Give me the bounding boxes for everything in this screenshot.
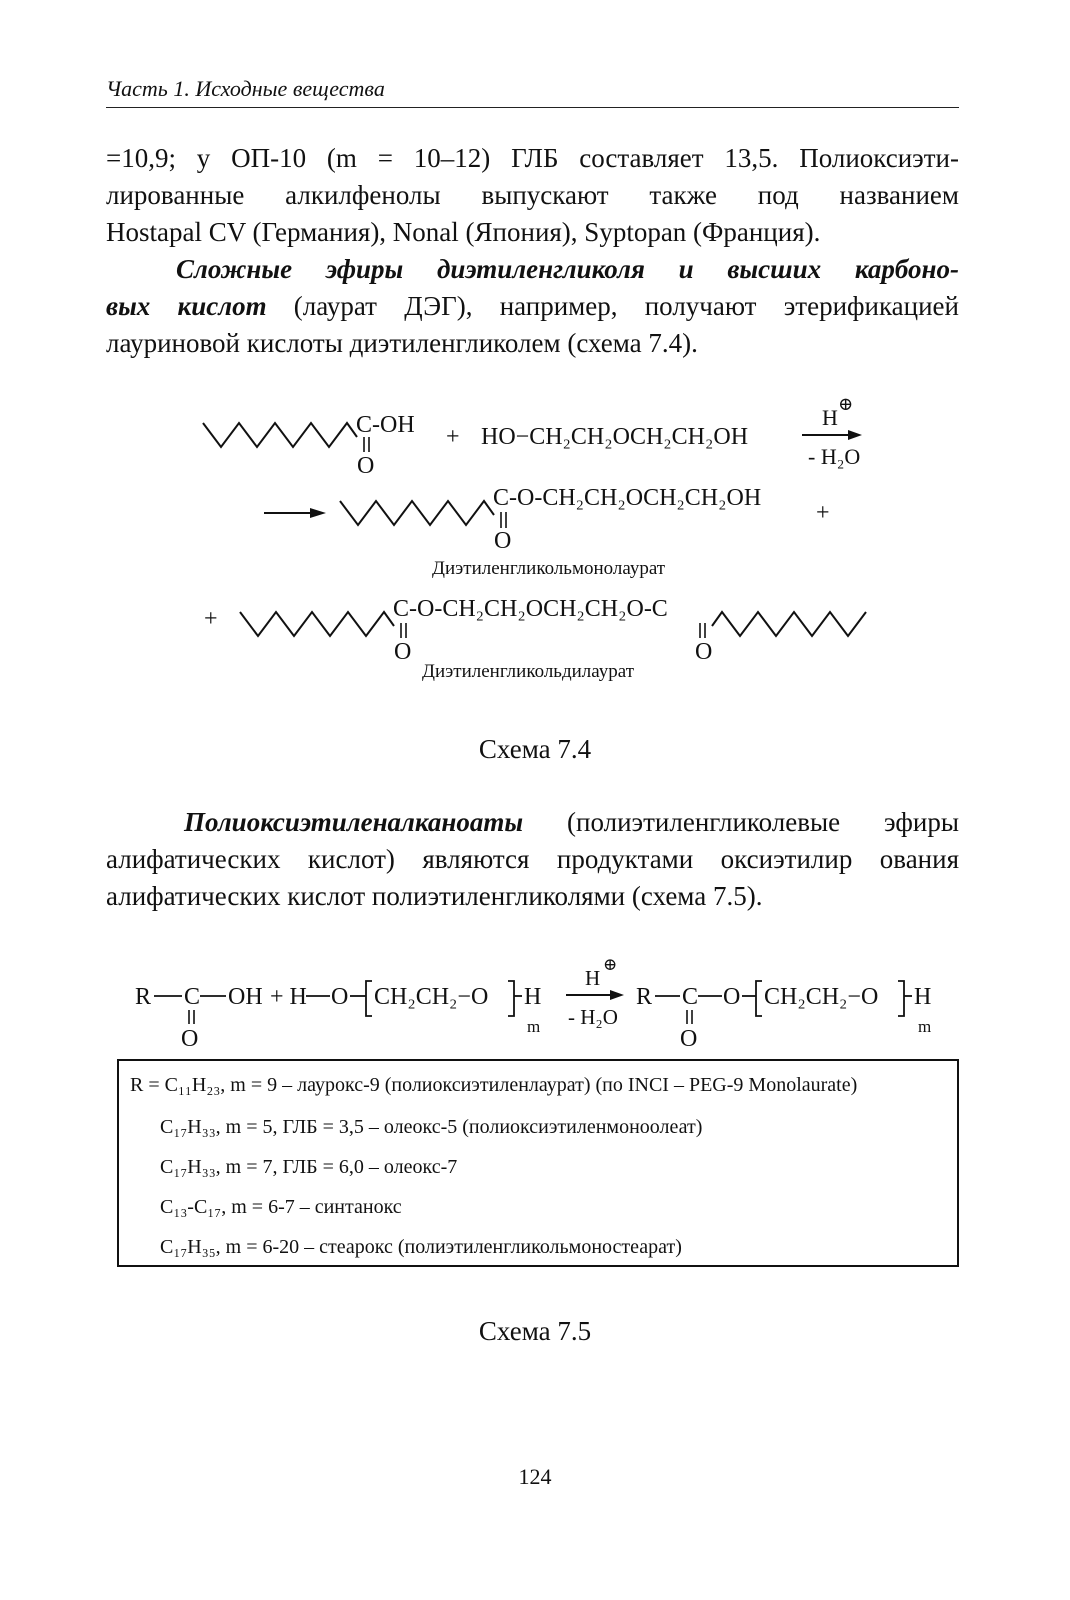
substituent-row: R = C₁₁H₂₃, m = 9 – лаурокс-9 (полиоксиэтиленлаурат) (по INCI – PEG-9 Monolaurate) [130, 1074, 858, 1096]
paragraph-text: (полиэтиленгликолевые эфиры [523, 807, 959, 837]
paragraph-line: алифатических кислот) являются продуктами оксиэтилир ования [106, 844, 959, 874]
paragraph-line: Hostapal CV (Германия), Nonal (Япония), Syptopan (Франция). [106, 217, 821, 247]
emphasis-text: вых кислот [106, 291, 267, 321]
paragraph-line: =10,9; у ОП-10 (m = 10–12) ГЛБ составляет 13,5. Полиоксиэти- [106, 143, 959, 173]
catalyst-charge-icon: ⊕ [603, 955, 618, 974]
plus-sign: + [816, 500, 830, 526]
page-number: 124 [518, 1464, 552, 1489]
repeat-bracket-close [898, 981, 904, 1016]
water-elimination-label: - H₂O [568, 1005, 618, 1029]
paragraph-line: алифатических кислот полиэтиленгликолями (схема 7.5). [106, 881, 763, 911]
substituent-row: C₁₃-C₁₇, m = 6-7 – синтанокс [160, 1196, 402, 1218]
arrowhead-icon [610, 990, 624, 1000]
plus-sign: + [446, 424, 460, 450]
substituent-row: C₁₇H₃₅, m = 6-20 – стеарокс (полиэтиленгликольмоностеарат) [160, 1236, 682, 1258]
catalyst-label: H [822, 405, 838, 430]
water-elimination-label: - H₂O [808, 444, 861, 469]
carbon-label: C [184, 984, 201, 1010]
substituent-row: C₁₇H₃₃, m = 7, ГЛБ = 6,0 – олеокс-7 [160, 1156, 458, 1178]
scheme-7-4-caption: Схема 7.4 [478, 734, 592, 764]
paragraph-line: лауриновой кислоты диэтиленгликолем (схема 7.4). [106, 328, 698, 358]
catalyst-label: H [585, 966, 601, 990]
repeat-count-label: m [918, 1017, 932, 1036]
paragraph-text: (лаурат ДЭГ), например, получают этерификацией [266, 291, 959, 321]
terminal-h-label: H [914, 984, 932, 1010]
repeat-bracket-open [366, 981, 372, 1016]
carbonyl-oxygen: O [357, 453, 375, 479]
acid-group-label: C-OH [356, 412, 415, 438]
catalyst-charge-icon: ⊕ [838, 394, 854, 414]
emphasis-text: Сложные эфиры диэтиленгликоля и высших карбоно- [176, 254, 959, 284]
dilaurate-name: Диэтиленгликольдилаурат [422, 661, 635, 682]
plus-sign: + [204, 606, 218, 632]
carbon-label: C [682, 984, 699, 1010]
carbonyl-oxygen: O [695, 639, 713, 665]
r-group-label: R [135, 984, 152, 1010]
emphasis-text: Полиоксиэтиленалканоаты [184, 807, 524, 837]
repeat-bracket-open [756, 981, 762, 1016]
repeat-unit-label: CH₂CH₂−O [374, 984, 489, 1010]
repeat-unit-label: CH₂CH₂−O [764, 984, 879, 1010]
running-header: Часть 1. Исходные вещества [106, 76, 385, 101]
carbonyl-oxygen: O [181, 1026, 199, 1052]
oxygen-label: O [723, 984, 741, 1010]
plus-h-label: + H [270, 984, 307, 1010]
repeat-count-label: m [527, 1017, 541, 1036]
substituent-row: C₁₇H₃₃, m = 5, ГЛБ = 3,5 – олеокс-5 (полиоксиэтиленмоноолеат) [160, 1116, 703, 1138]
carbonyl-oxygen: O [394, 639, 412, 665]
scheme-7-5-caption: Схема 7.5 [478, 1316, 592, 1346]
carbonyl-oxygen: O [680, 1026, 698, 1052]
r-group-label: R [636, 984, 653, 1010]
diethylene-glycol-formula: HO−CH₂CH₂OCH₂CH₂OH [481, 424, 749, 450]
paragraph-line: лированные алкилфенолы выпускают также под названием [106, 180, 959, 210]
repeat-bracket-close [508, 981, 514, 1016]
monoester-chain-label: C-O-CH₂CH₂OCH₂CH₂OH [493, 485, 762, 511]
carbonyl-oxygen: O [494, 528, 512, 554]
hydroxyl-label: OH [228, 984, 263, 1010]
oxygen-label: O [331, 984, 349, 1010]
monolaurate-name: Диэтиленгликольмонолаурат [432, 558, 666, 579]
diester-chain-label: C-O-CH₂CH₂OCH₂CH₂O-C [393, 596, 668, 622]
terminal-h-label: H [524, 984, 542, 1010]
